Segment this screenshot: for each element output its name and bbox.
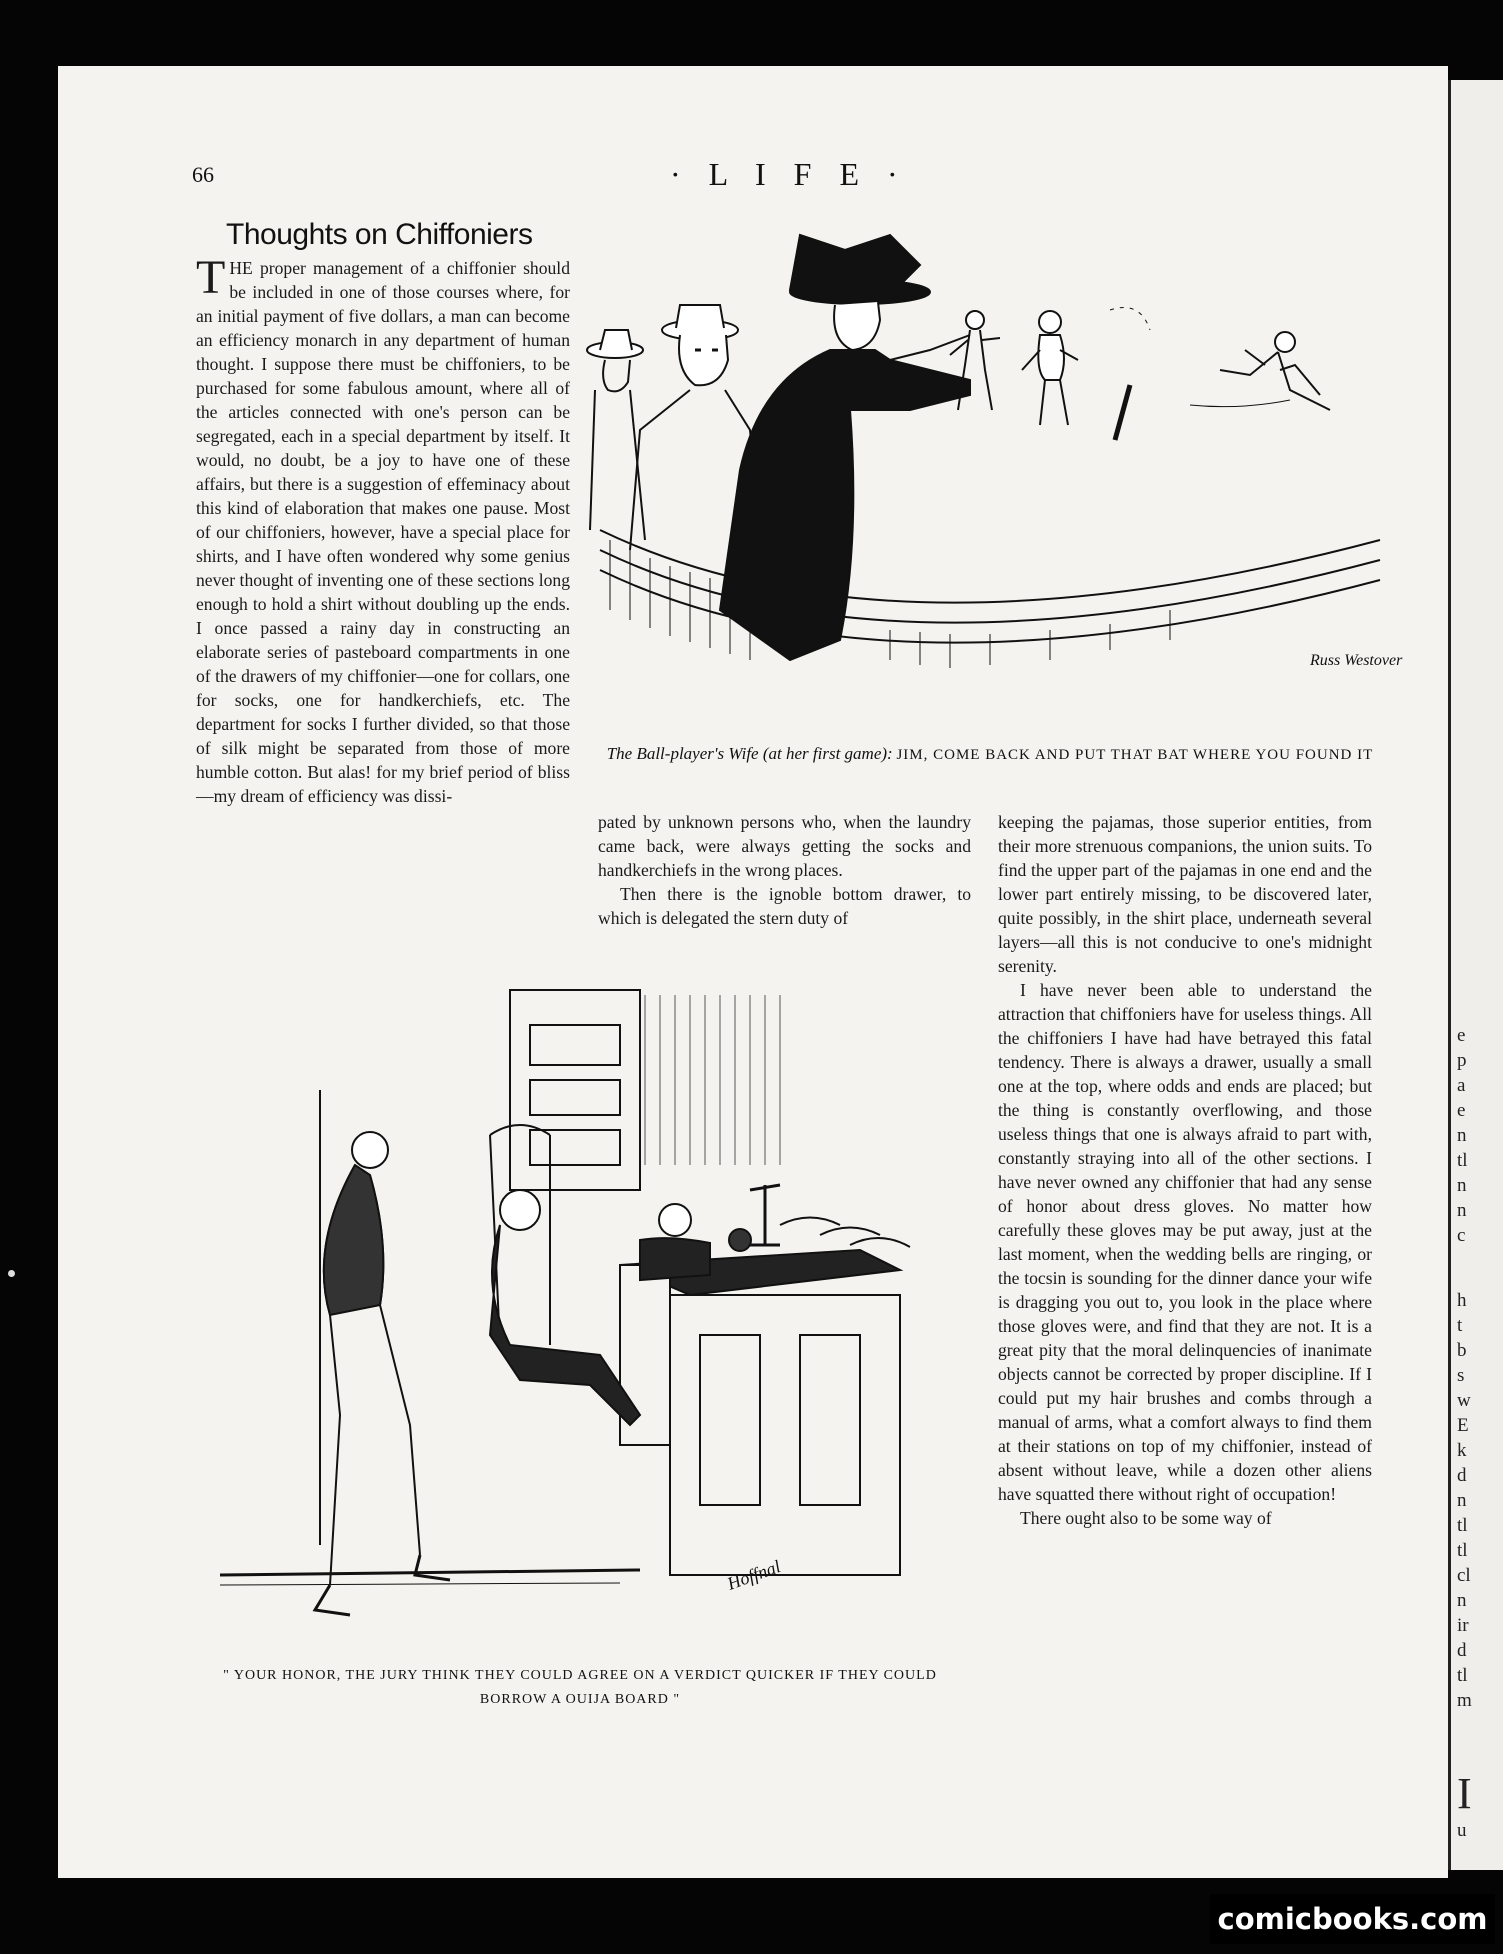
article-paragraph: pated by unknown persons who, when the laundry came back, were always getting the socks and handkerchiefs in the wrong places. — [598, 812, 971, 880]
cartoon1-caption-title: The Ball-player's Wife (at her first game): — [606, 744, 893, 763]
article-column-2 — [598, 810, 971, 930]
cartoon2-signature: Hoffnal — [724, 1556, 784, 1594]
drop-cap: T — [196, 251, 226, 304]
cartoon1-caption — [600, 742, 1380, 767]
adjacent-page-edge: e p a e n tl n n c h t b s w E k d n tl tl cl n ir d tl m I u — [1448, 80, 1503, 1870]
page-number: 66 — [192, 162, 214, 187]
article-title: Thoughts on Chiffoniers — [226, 218, 533, 251]
cartoon2-caption: " YOUR HONOR, THE JURY THINK THEY COULD AGREE ON A VERDICT QUICKER IF THEY COULD BORROW A OUIJA BOARD " — [223, 1668, 937, 1707]
scan-speck — [8, 1270, 15, 1277]
article-paragraph: HE proper management of a chiffonier should be included in one of those courses where, for an initial payment of five dollars, a man can become an efficiency monarch in any department of human thought. I suppose there must be chiffoniers, to be purchased for some fabulous amount, where all of the articles connected with one's person can be segregated, each in a special department by itself. It would, no doubt, be a joy to have one of these affairs, but there is a suggestion of effeminacy about this kind of elaboration that makes one pause. Most of our chiffoniers, however, have a special place for shirts, and I have often wondered why some genius never thought of inventing one of these sections long enough to hold a shirt without doubling up the ends. I once passed a rainy day in constructing an elaborate series of pasteboard compartments in one of the drawers of my chiffonier—one for collars, one for socks, one for handkerchiefs, etc. The department for socks I further divided, so that those of silk might be separated from those of more humble cotton. But alas! for my brief period of bliss—my dream of efficiency was dissi- — [196, 258, 570, 806]
courtroom-cartoon-illustration — [220, 985, 980, 1660]
cartoon1-signature: Russ Westover — [1310, 652, 1403, 669]
cartoon1-caption-text: JIM, COME BACK AND PUT THAT BAT WHERE YOU FOUND IT — [896, 747, 1374, 763]
article-column-1 — [196, 251, 570, 808]
article-paragraph: Then there is the ignoble bottom drawer, to which is delegated the stern duty of — [598, 884, 971, 928]
watermark-logo: comicbooks.com — [1210, 1894, 1495, 1944]
article-column-3 — [998, 810, 1372, 1530]
masthead: · L I F E · — [670, 156, 908, 192]
article-paragraph: keeping the pajamas, those superior entities, from their more strenuous companions, the union suits. To find the upper part of the pajamas in one end and the lower part entirely missing, to be discovered later, quite possibly, in the shirt place, underneath several layers—all this is not conducive to one's midnight serenity. — [998, 812, 1372, 976]
article-paragraph: I have never been able to understand the attraction that chiffoniers have for useless things. All the chiffoniers I have had have betrayed this fatal tendency. There is always a drawer, usually a small one at the top, where odds and ends are placed; but the thing is constantly overflowing, and those useless things that one is always afraid to part with, constantly straying into all of the other sections. I have never owned any chiffonier that had any sense of honor about dress gloves. No matter how carefully these gloves may be put away, just at the last moment, when the wedding bells are ringing, or the tocsin is sounding for the dinner dance your wife is dragging you out to, you look in the place where those gloves were, and find that they are not. It is a great pity that the moral delinquencies of inanimate objects cannot be corrected by proper discipline. If I could put my hair brushes and combs through a manual of arms, what a comfort always to find them at their stations on top of my chiffonier, instead of absent without leave, while a dozen other aliens have squatted there without right of occupation! — [998, 980, 1372, 1504]
article-paragraph: There ought also to be some way of — [1020, 1508, 1272, 1528]
baseball-cartoon-illustration — [590, 210, 1403, 720]
